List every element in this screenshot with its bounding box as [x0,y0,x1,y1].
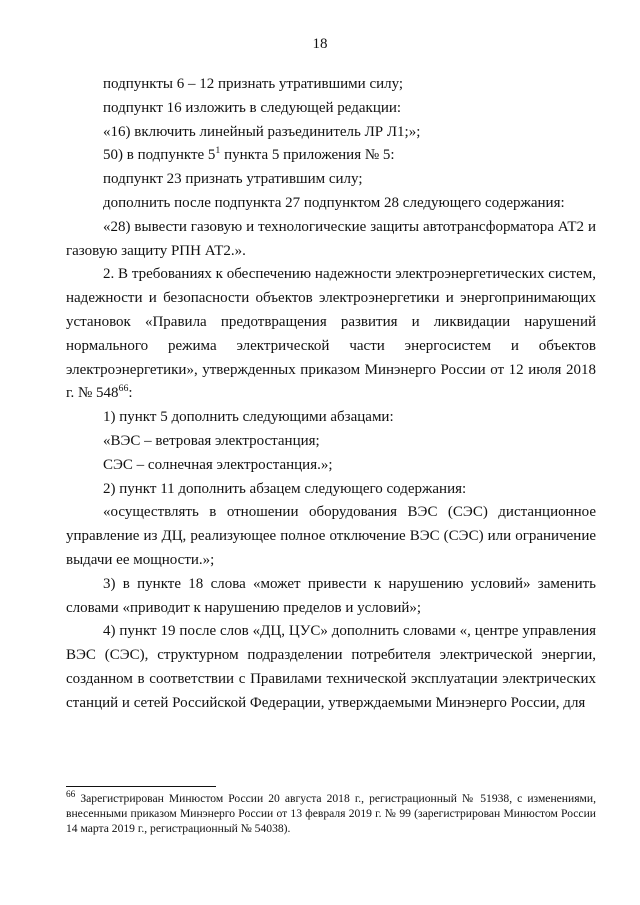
paragraph: СЭС – солнечная электростанция.»; [103,456,333,473]
paragraph [66,144,596,168]
paragraph: подпункт 23 признать утратившим силу; [103,171,363,188]
paragraph: дополнить после подпункта 27 подпунктом 28 следующего содержания: [103,194,565,211]
document-body [66,73,596,716]
paragraph: подпункты 6 – 12 признать утратившими силу; [103,76,404,92]
paragraph: 4) пункт 19 после слов «ДЦ, ЦУС» дополнить словами «, центре управления ВЭС (СЭС), структурном подразделении потребителя электрической энергии, созданном в соответствии с Правилами технической эксплуатации электрических станций и сетей Российской Федерации, утверждаемыми Минэнерго России, для [66,623,596,711]
paragraph [66,263,596,406]
page-number: 18 [312,36,328,52]
paragraph-text: пункта 5 приложения № 5: [220,147,395,164]
footnote-separator [66,786,216,787]
paragraph: 2) пункт 11 дополнить абзацем следующего содержания: [103,480,467,497]
paragraph: «ВЭС – ветровая электростанция; [103,432,320,449]
paragraph: «28) вывести газовую и технологические защиты автотрансформатора АТ2 и газовую защиту РПН АТ2.». [66,218,596,259]
footnote-mark: 66 [66,790,76,801]
paragraph: подпункт 16 изложить в следующей редакции: [103,99,402,116]
paragraph: «16) включить линейный разъединитель ЛР Л1;»; [103,123,421,140]
paragraph: 3) в пункте 18 слова «может привести к нарушению условий» заменить словами «приводит к нарушению пределов и условий»; [66,575,596,616]
footnote-text: Зарегистрирован Минюстом России 20 августа 2018 г., регистрационный № 51938, с изменениями, внесенными приказом Минэнерго России от 13 февраля 2019 г. № 99 (зарегистрирован Минюстом России 14 марта 2019 г., регистрационный № 54038). [66,792,596,835]
footnote [66,791,596,836]
superscript-number: 1 [215,145,221,157]
paragraph-text: 2. В требованиях к обеспечению надежности электроэнергетических систем, надежности и безопасности объектов электроэнергетики и энергопринимающих установок «Правила предотвращения развития и ликвидации нарушений нормального режима электрической части энергосистем и объектов электроэнергетики», утвержденных приказом Минэнерго России от 12 июля 2018 г. № 548 [66,266,596,402]
paragraph-text: 50) в подпункте 5 [103,147,216,164]
footnote-reference: 66 [118,383,129,395]
paragraph: «осуществлять в отношении оборудования ВЭС (СЭС) дистанционное управление из ДЦ, реализующее полное отключение ВЭС (СЭС) или ограничение выдачи ее мощности.»; [66,504,596,568]
paragraph-text: : [128,385,133,402]
paragraph: 1) пункт 5 дополнить следующими абзацами: [103,409,394,426]
